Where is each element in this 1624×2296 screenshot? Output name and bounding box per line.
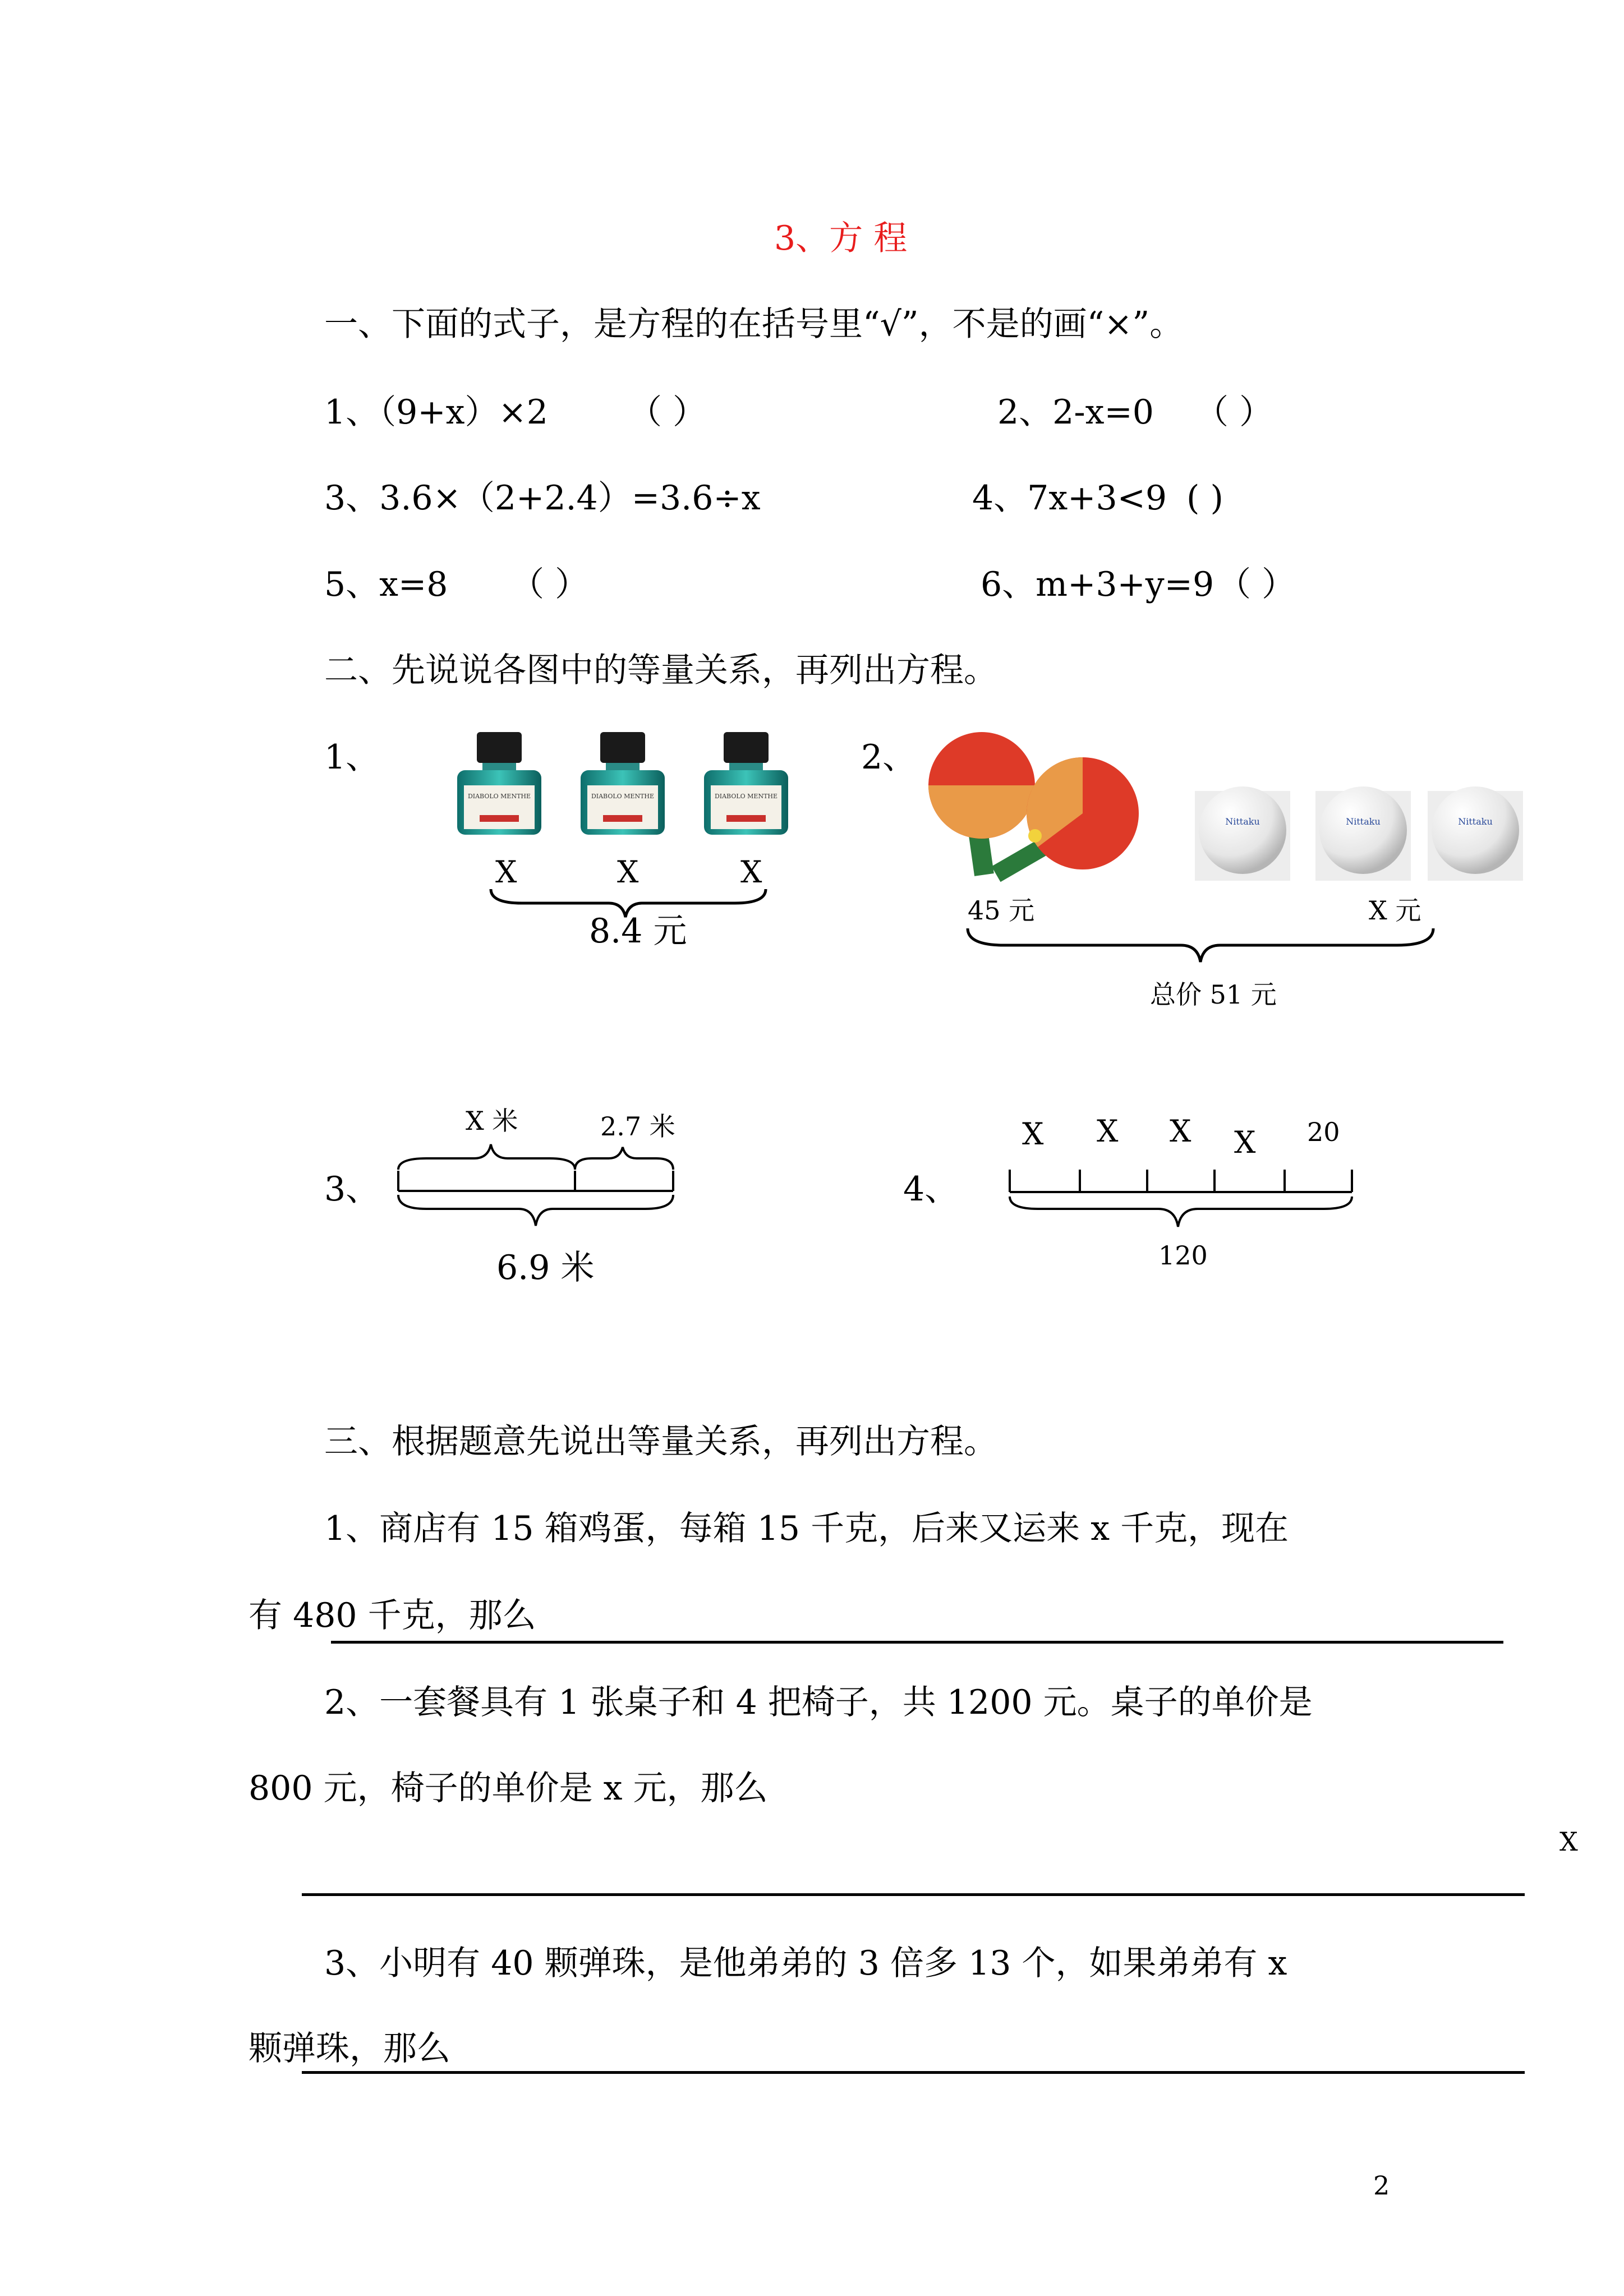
fig1-x-label-1: X: [495, 854, 517, 890]
fig2-total: 总价 51 元: [1150, 979, 1277, 1010]
page-title: 3、方 程: [774, 219, 908, 258]
q1-line1: 1、商店有 15 箱鸡蛋，每箱 15 千克，后来又运来 x 千克，现在: [324, 1509, 1289, 1548]
q2-line2: 800 元，椅子的单价是 x 元，那么: [249, 1769, 768, 1808]
fig1-x-label-2: X: [617, 854, 639, 890]
ink-bottle-3: [704, 732, 788, 835]
fig2-number: 2、: [861, 738, 917, 777]
fig4-label-4: X: [1234, 1125, 1256, 1160]
fig1-number: 1、: [324, 738, 380, 777]
fig3-seg-b-label: 2.7 米: [600, 1111, 675, 1142]
q1-answer-line: [331, 1641, 1503, 1644]
item6-paren: （ ）: [1217, 565, 1296, 604]
q3-line2: 颗弹珠，那么: [249, 2029, 450, 2068]
page-number: 2: [1373, 2170, 1390, 2201]
fig4-segment-diagram: [1004, 1164, 1369, 1231]
item5-paren: （ ）: [510, 565, 589, 604]
stray-x-mark: X: [1559, 1826, 1578, 1857]
fig4-label-3: X: [1170, 1114, 1191, 1149]
q2-answer-line: [302, 1893, 1525, 1896]
ping-pong-ball-1: [1195, 786, 1290, 881]
ink-bottles-figure: [457, 732, 794, 839]
ping-pong-ball-3: [1428, 786, 1523, 881]
item1-paren: （ ）: [628, 393, 707, 432]
fig1-x-label-3: X: [740, 854, 762, 890]
fig3-number: 3、: [324, 1170, 380, 1209]
ping-pong-balls-figure: [1195, 783, 1531, 881]
item2-label: 2、2-x=0: [997, 393, 1154, 432]
q1-line2: 有 480 千克，那么: [249, 1596, 536, 1635]
item2-paren: （ ）: [1195, 393, 1273, 432]
q3-answer-line: [302, 2071, 1525, 2074]
q3-line1: 3、小明有 40 颗弹珠，是他弟弟的 3 倍多 13 个，如果弟弟有 x: [324, 1944, 1287, 1983]
fig4-number: 4、: [903, 1170, 959, 1209]
item4-paren: ( ): [1186, 478, 1223, 518]
fig4-total: 120: [1158, 1240, 1208, 1271]
fig3-seg-a-label: X 米: [466, 1106, 518, 1136]
section3-heading: 三、根据题意先说出等量关系，再列出方程。: [324, 1422, 997, 1461]
item1-label: 1、（9+x）×2: [324, 393, 548, 432]
svg-text:DIABOLO MENTHE: DIABOLO MENTHE: [714, 793, 778, 800]
fig2-right-label: X 元: [1369, 895, 1421, 926]
item5-label: 5、x=8: [324, 565, 448, 604]
section2-heading: 二、先说说各图中的等量关系，再列出方程。: [324, 651, 997, 690]
svg-text:DIABOLO MENTHE: DIABOLO MENTHE: [467, 793, 531, 800]
svg-text:Nittaku: Nittaku: [1225, 816, 1260, 827]
svg-text:Nittaku: Nittaku: [1458, 816, 1493, 827]
fig2-brace: [965, 926, 1436, 965]
fig3-segment-diagram: [393, 1142, 701, 1231]
item6-label: 6、m+3+y=9: [981, 565, 1214, 604]
section1-heading: 一、下面的式子，是方程的在括号里“√”，不是的画“×”。: [324, 305, 1184, 344]
ping-pong-ball-2: [1315, 786, 1411, 881]
fig4-label-5: 20: [1307, 1117, 1340, 1147]
q2-line1: 2、一套餐具有 1 张桌子和 4 把椅子，共 1200 元。桌子的单价是: [324, 1683, 1313, 1722]
fig4-label-2: X: [1097, 1114, 1119, 1149]
ink-bottle-2: [581, 732, 665, 835]
fig4-label-1: X: [1022, 1116, 1044, 1152]
fig3-total: 6.9 米: [496, 1248, 595, 1287]
paddles-figure: [928, 724, 1164, 892]
ink-bottle-1: [457, 732, 541, 835]
svg-text:Nittaku: Nittaku: [1346, 816, 1381, 827]
fig2-left-label: 45 元: [968, 895, 1035, 926]
svg-text:DIABOLO MENTHE: DIABOLO MENTHE: [591, 793, 655, 800]
fig1-total: 8.4 元: [589, 912, 687, 951]
item4-label: 4、7x+3<9: [972, 478, 1167, 518]
item3-label: 3、3.6×（2+2.4）=3.6÷x: [324, 478, 761, 518]
